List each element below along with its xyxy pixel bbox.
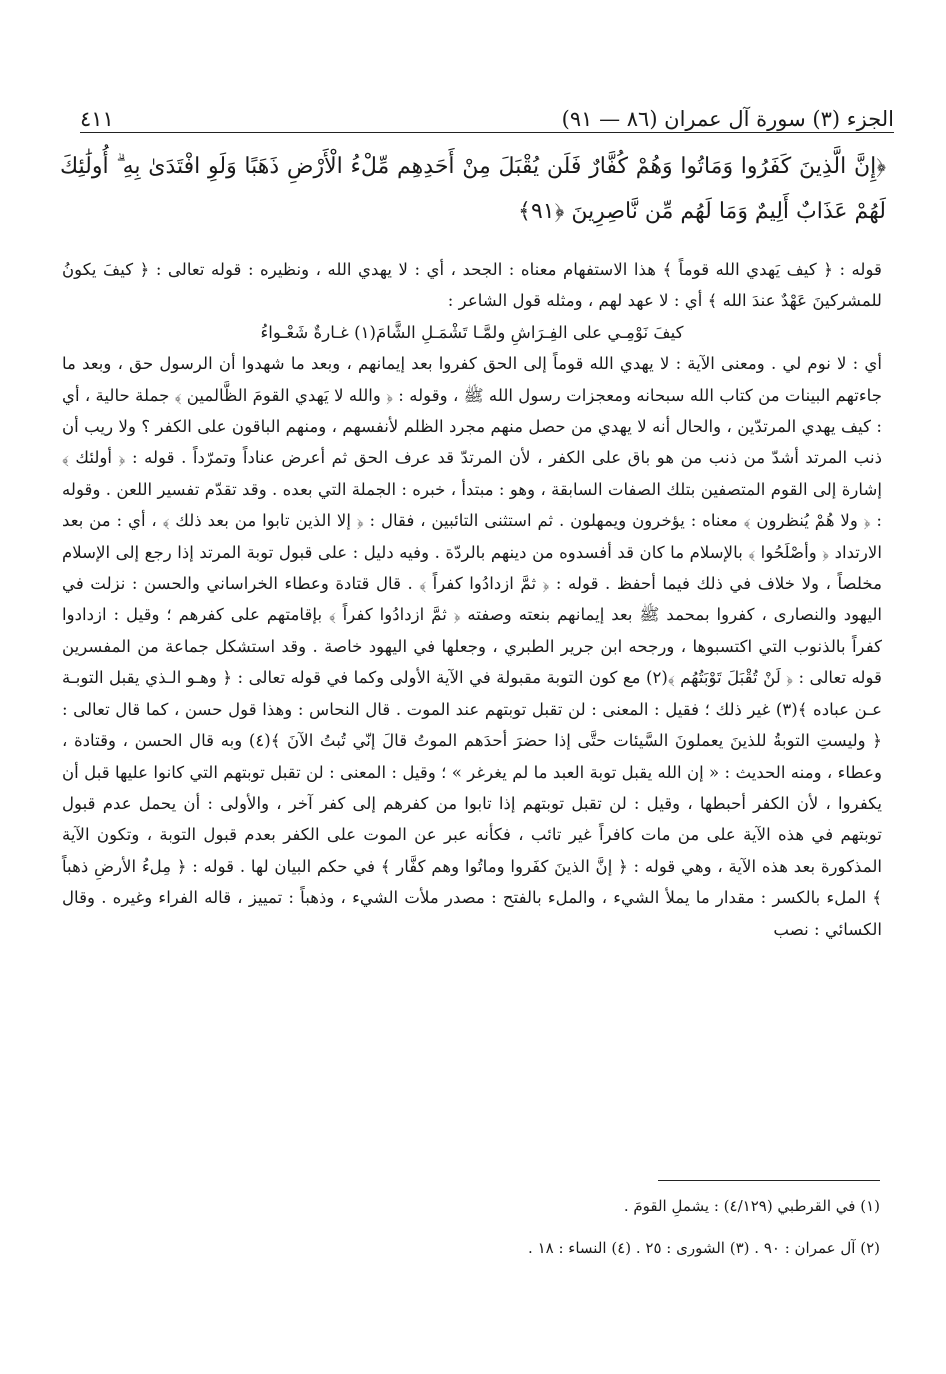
commentary-paragraph-2: أي : لا نوم لي . ومعنى الآية : لا يهدي الله قوماً إلى الحق كفروا بعد إيمانهم ، وبعد ما شهدوا أن الرسول حق ، وبعد ما جاءتهم البينات من كتاب الله سبحانه ومعجزات رسول الله ﷺ ، وقوله : ﴿ والله لا يَهدي القومَ الظَّالمين ﴾ جملة حالية ، أي : كيف يهدي المرتدّين ، والحال أنه لا يهدي من حصل منهم مجرد الظلم لأنفسهم ، ومنهم الباقون على الكفر ؟ ولا ريب أن ذنب المرتد أشدّ من ذنب من هو باق على الكفر ، لأن المرتدّ قد عرف الحق ثم أعرض عناداً وتمرّداً . قوله : ﴿ أولئك ﴾ إشارة إلى القوم المتصفين بتلك الصفات السابقة ، وهو : مبتدأ ، خبره : الجملة التي بعده . وقد تقدّم تفسير اللعن . وقوله : ﴿ ولا هُمْ يُنظرون ﴾ معناه : يؤخرون ويمهلون . ثم استثنى التائبين ، فقال : ﴿ إلا الذين تابوا من بعد ذلك ﴾ ، أي : من بعد الارتداد ﴿ وأصْلَحُوا ﴾ بالإسلام ما كان قد أفسدوه من دينهم بالردّة . وفيه دليل : على قبول توبة المرتد إذا رجع إلى الإسلام مخلصاً ، ولا خلاف في ذلك فيما أحفظ . قوله : ﴿ ثمَّ ازدادُوا كفراً ﴾ . قال قتادة وعطاء الخراساني والحسن : نزلت في اليهود والنصارى ، كفروا بمحمد ﷺ بعد إيمانهم بنعته وصفته ﴿ ثمَّ ازدادُوا كفراً ﴾ بإقامتهم على كفرهم ؛ وقيل : ازدادوا كفراً بالذنوب التي اكتسبوها ، ورجحه ابن جرير الطبري ، وجعلها في اليهود خاصة . وقد استشكل جماعة من المفسرين قوله تعالى : ﴿ لَنْ تُقْبَلَ تَوْبَتُهُم ﴾(٢) مع كون التوبة مقبولة في الآية الأولى وكما في قوله تعالى : ﴿ وهـو الـذي يقبل التوبـة عـن عباده ﴾(٣) غير ذلك ؛ فقيل : المعنى : لن تقبل توبتهم عند الموت . قال النحاس : وهذا قول حسن ، كما قال تعالى : ﴿ وليستِ التوبةُ للذينَ يعملونَ السَّيئات حتَّى إذا حضرَ أحدَهم الموتُ قالَ إنّي تُبتُ الآنَ ﴾(٤) وبه قال الحسن ، وقتادة ، وعطاء ، ومنه الحديث : « إن الله يقبل توبة العبد ما لم يغرغر » ؛ وقيل : المعنى : لن تقبل توبتهم التي كانوا عليها قبل أن يكفروا ، لأن الكفر أحبطها ، وقيل : لن تقبل توبتهم إذا تابوا من كفرهم إلى كفر آخر ، والأولى : أن يحمل عدم قبول توبتهم في هذه الآية على من مات كافراً غير تائب ، فكأنه عبر عن الموت على الكفر بعدم قبول التوبة ، وتكون الآية المذكورة بعد هذه الآية ، وهي قوله : ﴿ إنَّ الذينَ كفَروا وماتُوا وهم كفَّار ﴾ في حكم البيان لها . قوله : ﴿ مِلءُ الأرضِ ذهباً ﴾ الملء بالكسر : مقدار ما يملأ الشيء ، والملء بالفتح : مصدر ملأت الشيء ، وذهباً : تمييز ، قاله الفراء وغيره . وقال الكسائي : نصب [62,354,883,939]
footnote-2-4: (٢) آل عمران : ٩٠ . (٣) الشورى : ٢٥ . (٤) النساء : ١٨ . [528,1239,880,1257]
commentary-text [62,254,882,954]
page-header [80,96,894,130]
page-number: ٤١١ [80,107,114,131]
quran-verse: ﴿إِنَّ الَّذِينَ كَفَرُوا وَمَاتُوا وَهُمْ كُفَّارٌ فَلَن يُقْبَلَ مِنْ أَحَدِهِم مِّلْءُ الْأَرْضِ ذَهَبًا وَلَوِ افْتَدَىٰ بِهِ ۗ أُولَٰئِكَ لَهُمْ عَذَابٌ أَلِيمٌ وَمَا لَهُم مِّن نَّاصِرِينَ ﴿٩١﴾ [60,154,886,224]
poetry-verse: كيفَ نَوْمِـي على الفِـرَاشِ ولمَّـا تَشْمَـلِ الشَّامَ(١) غـارةٌ شَعْـواءُ [260,322,684,342]
footnote-divider [658,1180,880,1181]
commentary-paragraph-1: قوله : ﴿ كيف يَهدي الله قوماً ﴾ هذا الاستفهام معناه : الجحد ، أي : لا يهدي الله ، ونظيره : قوله تعالى : ﴿ كيفَ يكونُ للمشركينَ عَهْدٌ عندَ الله ﴾ أي : لا عهد لهم ، ومثله قول الشاعر : [62,260,882,311]
footnote-1: (١) في القرطبي (٤/١٢٩) : يشملِ القومَ . [623,1197,880,1215]
running-title: الجزء (٣) سورة آل عمران (٨٦ — ٩١) [561,107,894,131]
header-divider [80,132,894,133]
